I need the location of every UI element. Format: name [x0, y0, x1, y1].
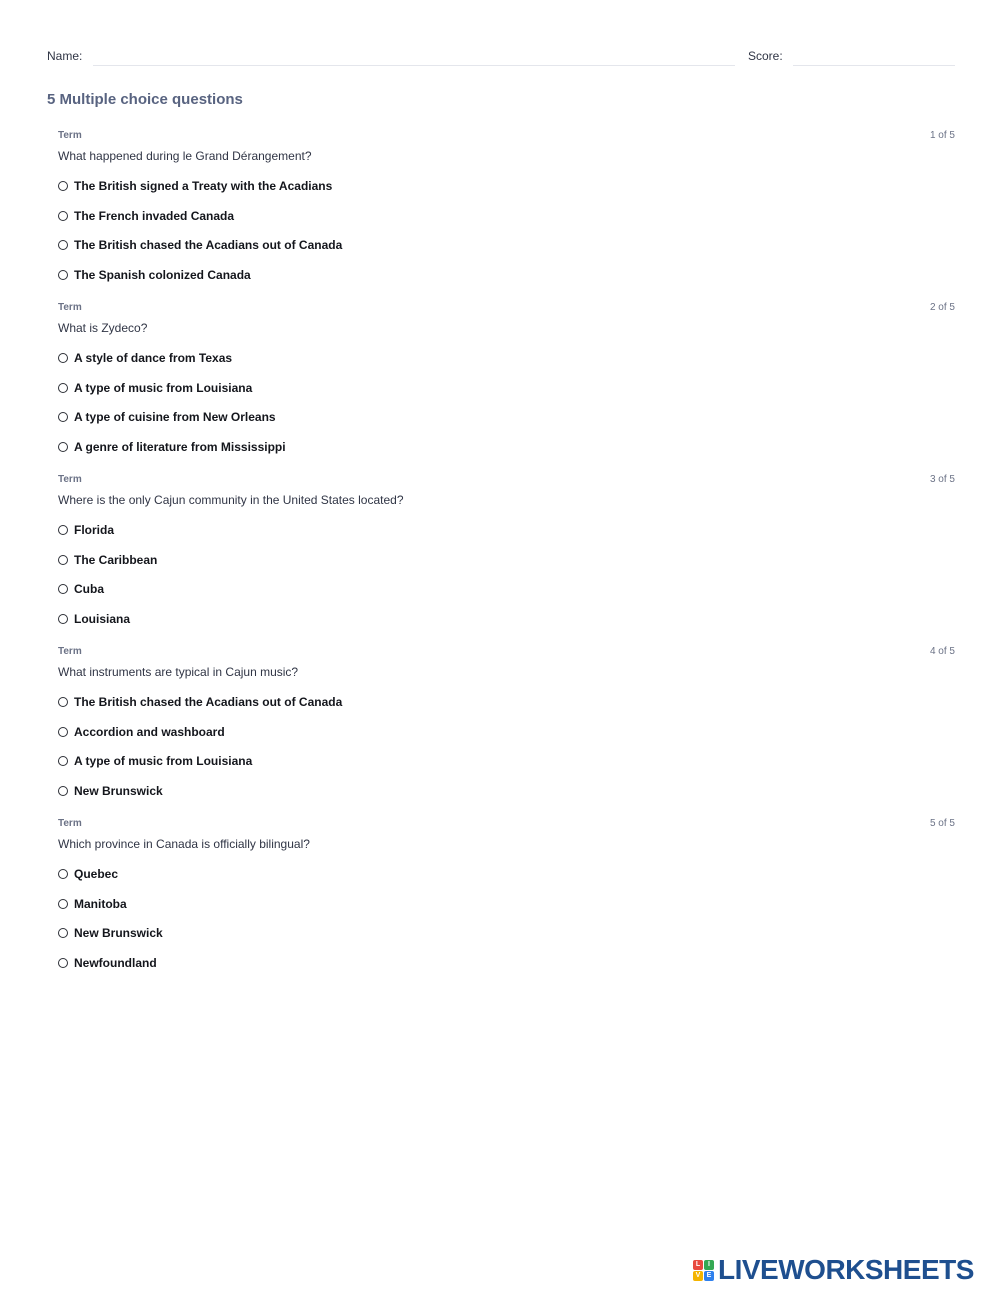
question-prompt: Which province in Canada is officially bilingual?	[58, 837, 310, 851]
answer-option[interactable]	[58, 550, 157, 570]
answer-option[interactable]	[58, 609, 130, 629]
answer-option-label: The British signed a Treaty with the Acadians	[74, 179, 333, 193]
logo-tile: E	[704, 1271, 714, 1281]
question-prompt: What is Zydeco?	[58, 321, 148, 335]
radio-circle-icon[interactable]	[58, 353, 68, 363]
answer-option[interactable]	[58, 781, 163, 801]
radio-circle-icon[interactable]	[58, 240, 68, 250]
radio-circle-icon[interactable]	[58, 697, 68, 707]
radio-circle-icon[interactable]	[58, 211, 68, 221]
name-line[interactable]	[93, 65, 735, 66]
answer-option[interactable]	[58, 953, 157, 973]
radio-circle-icon[interactable]	[58, 412, 68, 422]
score-label: Score:	[748, 49, 783, 63]
question-counter: 3 of 5	[929, 474, 955, 485]
term-label: Term	[58, 130, 82, 141]
logo-tile: V	[693, 1271, 703, 1281]
radio-circle-icon[interactable]	[58, 899, 68, 909]
radio-circle-icon[interactable]	[58, 555, 68, 565]
answer-option-label: Cuba	[74, 582, 104, 596]
radio-circle-icon[interactable]	[58, 869, 68, 879]
answer-option-label: Accordion and washboard	[74, 725, 225, 739]
question-block	[58, 644, 955, 816]
radio-circle-icon[interactable]	[58, 525, 68, 535]
question-prompt: What happened during le Grand Dérangement?	[58, 149, 312, 163]
answer-option-label: A type of music from Louisiana	[74, 754, 253, 768]
name-label: Name:	[47, 49, 83, 63]
radio-circle-icon[interactable]	[58, 181, 68, 191]
answer-option[interactable]	[58, 206, 234, 226]
question-block	[58, 816, 955, 988]
logo-tile: L	[693, 1260, 703, 1270]
answer-option-label: The Caribbean	[74, 553, 158, 567]
question-counter: 4 of 5	[929, 646, 955, 657]
question-counter: 1 of 5	[929, 130, 955, 141]
answer-option[interactable]	[58, 407, 276, 427]
radio-circle-icon[interactable]	[58, 383, 68, 393]
answer-option[interactable]	[58, 692, 342, 712]
radio-circle-icon[interactable]	[58, 270, 68, 280]
answer-option-label: A style of dance from Texas	[74, 351, 233, 365]
question-block	[58, 300, 955, 472]
logo-tile: I	[704, 1260, 714, 1270]
logo-text: LIVEWORKSHEETS	[718, 1254, 974, 1285]
answer-option[interactable]	[58, 437, 286, 457]
answer-option-label: The British chased the Acadians out of Canada	[74, 238, 343, 252]
question-prompt: Where is the only Cajun community in the United States located?	[58, 493, 404, 507]
radio-circle-icon[interactable]	[58, 928, 68, 938]
answer-option-label: A genre of literature from Mississippi	[74, 440, 286, 454]
question-block	[58, 128, 955, 300]
section-title: 5 Multiple choice questions	[47, 91, 243, 108]
answer-option[interactable]	[58, 176, 332, 196]
term-label: Term	[58, 302, 82, 313]
radio-circle-icon[interactable]	[58, 958, 68, 968]
answer-option-label: Newfoundland	[74, 956, 157, 970]
answer-option[interactable]	[58, 235, 342, 255]
question-counter: 5 of 5	[929, 818, 955, 829]
score-line[interactable]	[793, 65, 955, 66]
answer-option-label: A type of music from Louisiana	[74, 381, 253, 395]
answer-option[interactable]	[58, 265, 251, 285]
term-label: Term	[58, 646, 82, 657]
answer-option[interactable]	[58, 864, 118, 884]
question-block	[58, 472, 955, 644]
answer-option[interactable]	[58, 520, 114, 540]
answer-option-label: New Brunswick	[74, 926, 163, 940]
answer-option-label: Quebec	[74, 867, 119, 881]
answer-option[interactable]	[58, 923, 163, 943]
answer-option[interactable]	[58, 378, 252, 398]
radio-circle-icon[interactable]	[58, 614, 68, 624]
liveworksheets-logo	[693, 1256, 974, 1284]
header-row	[47, 48, 955, 68]
radio-circle-icon[interactable]	[58, 756, 68, 766]
radio-circle-icon[interactable]	[58, 727, 68, 737]
answer-option[interactable]	[58, 348, 232, 368]
logo-tiles	[693, 1260, 714, 1281]
answer-option[interactable]	[58, 722, 225, 742]
questions-list	[58, 128, 955, 988]
term-label: Term	[58, 474, 82, 485]
answer-option-label: Louisiana	[74, 612, 131, 626]
answer-option-label: Florida	[74, 523, 115, 537]
answer-option-label: The French invaded Canada	[74, 209, 235, 223]
answer-option[interactable]	[58, 579, 104, 599]
term-label: Term	[58, 818, 82, 829]
answer-option-label: The Spanish colonized Canada	[74, 268, 251, 282]
answer-option-label: The British chased the Acadians out of Canada	[74, 695, 343, 709]
radio-circle-icon[interactable]	[58, 442, 68, 452]
question-counter: 2 of 5	[929, 302, 955, 313]
answer-option-label: New Brunswick	[74, 784, 163, 798]
answer-option-label: Manitoba	[74, 897, 127, 911]
answer-option[interactable]	[58, 894, 127, 914]
answer-option-label: A type of cuisine from New Orleans	[74, 410, 276, 424]
radio-circle-icon[interactable]	[58, 786, 68, 796]
question-prompt: What instruments are typical in Cajun music?	[58, 665, 299, 679]
answer-option[interactable]	[58, 751, 252, 771]
radio-circle-icon[interactable]	[58, 584, 68, 594]
